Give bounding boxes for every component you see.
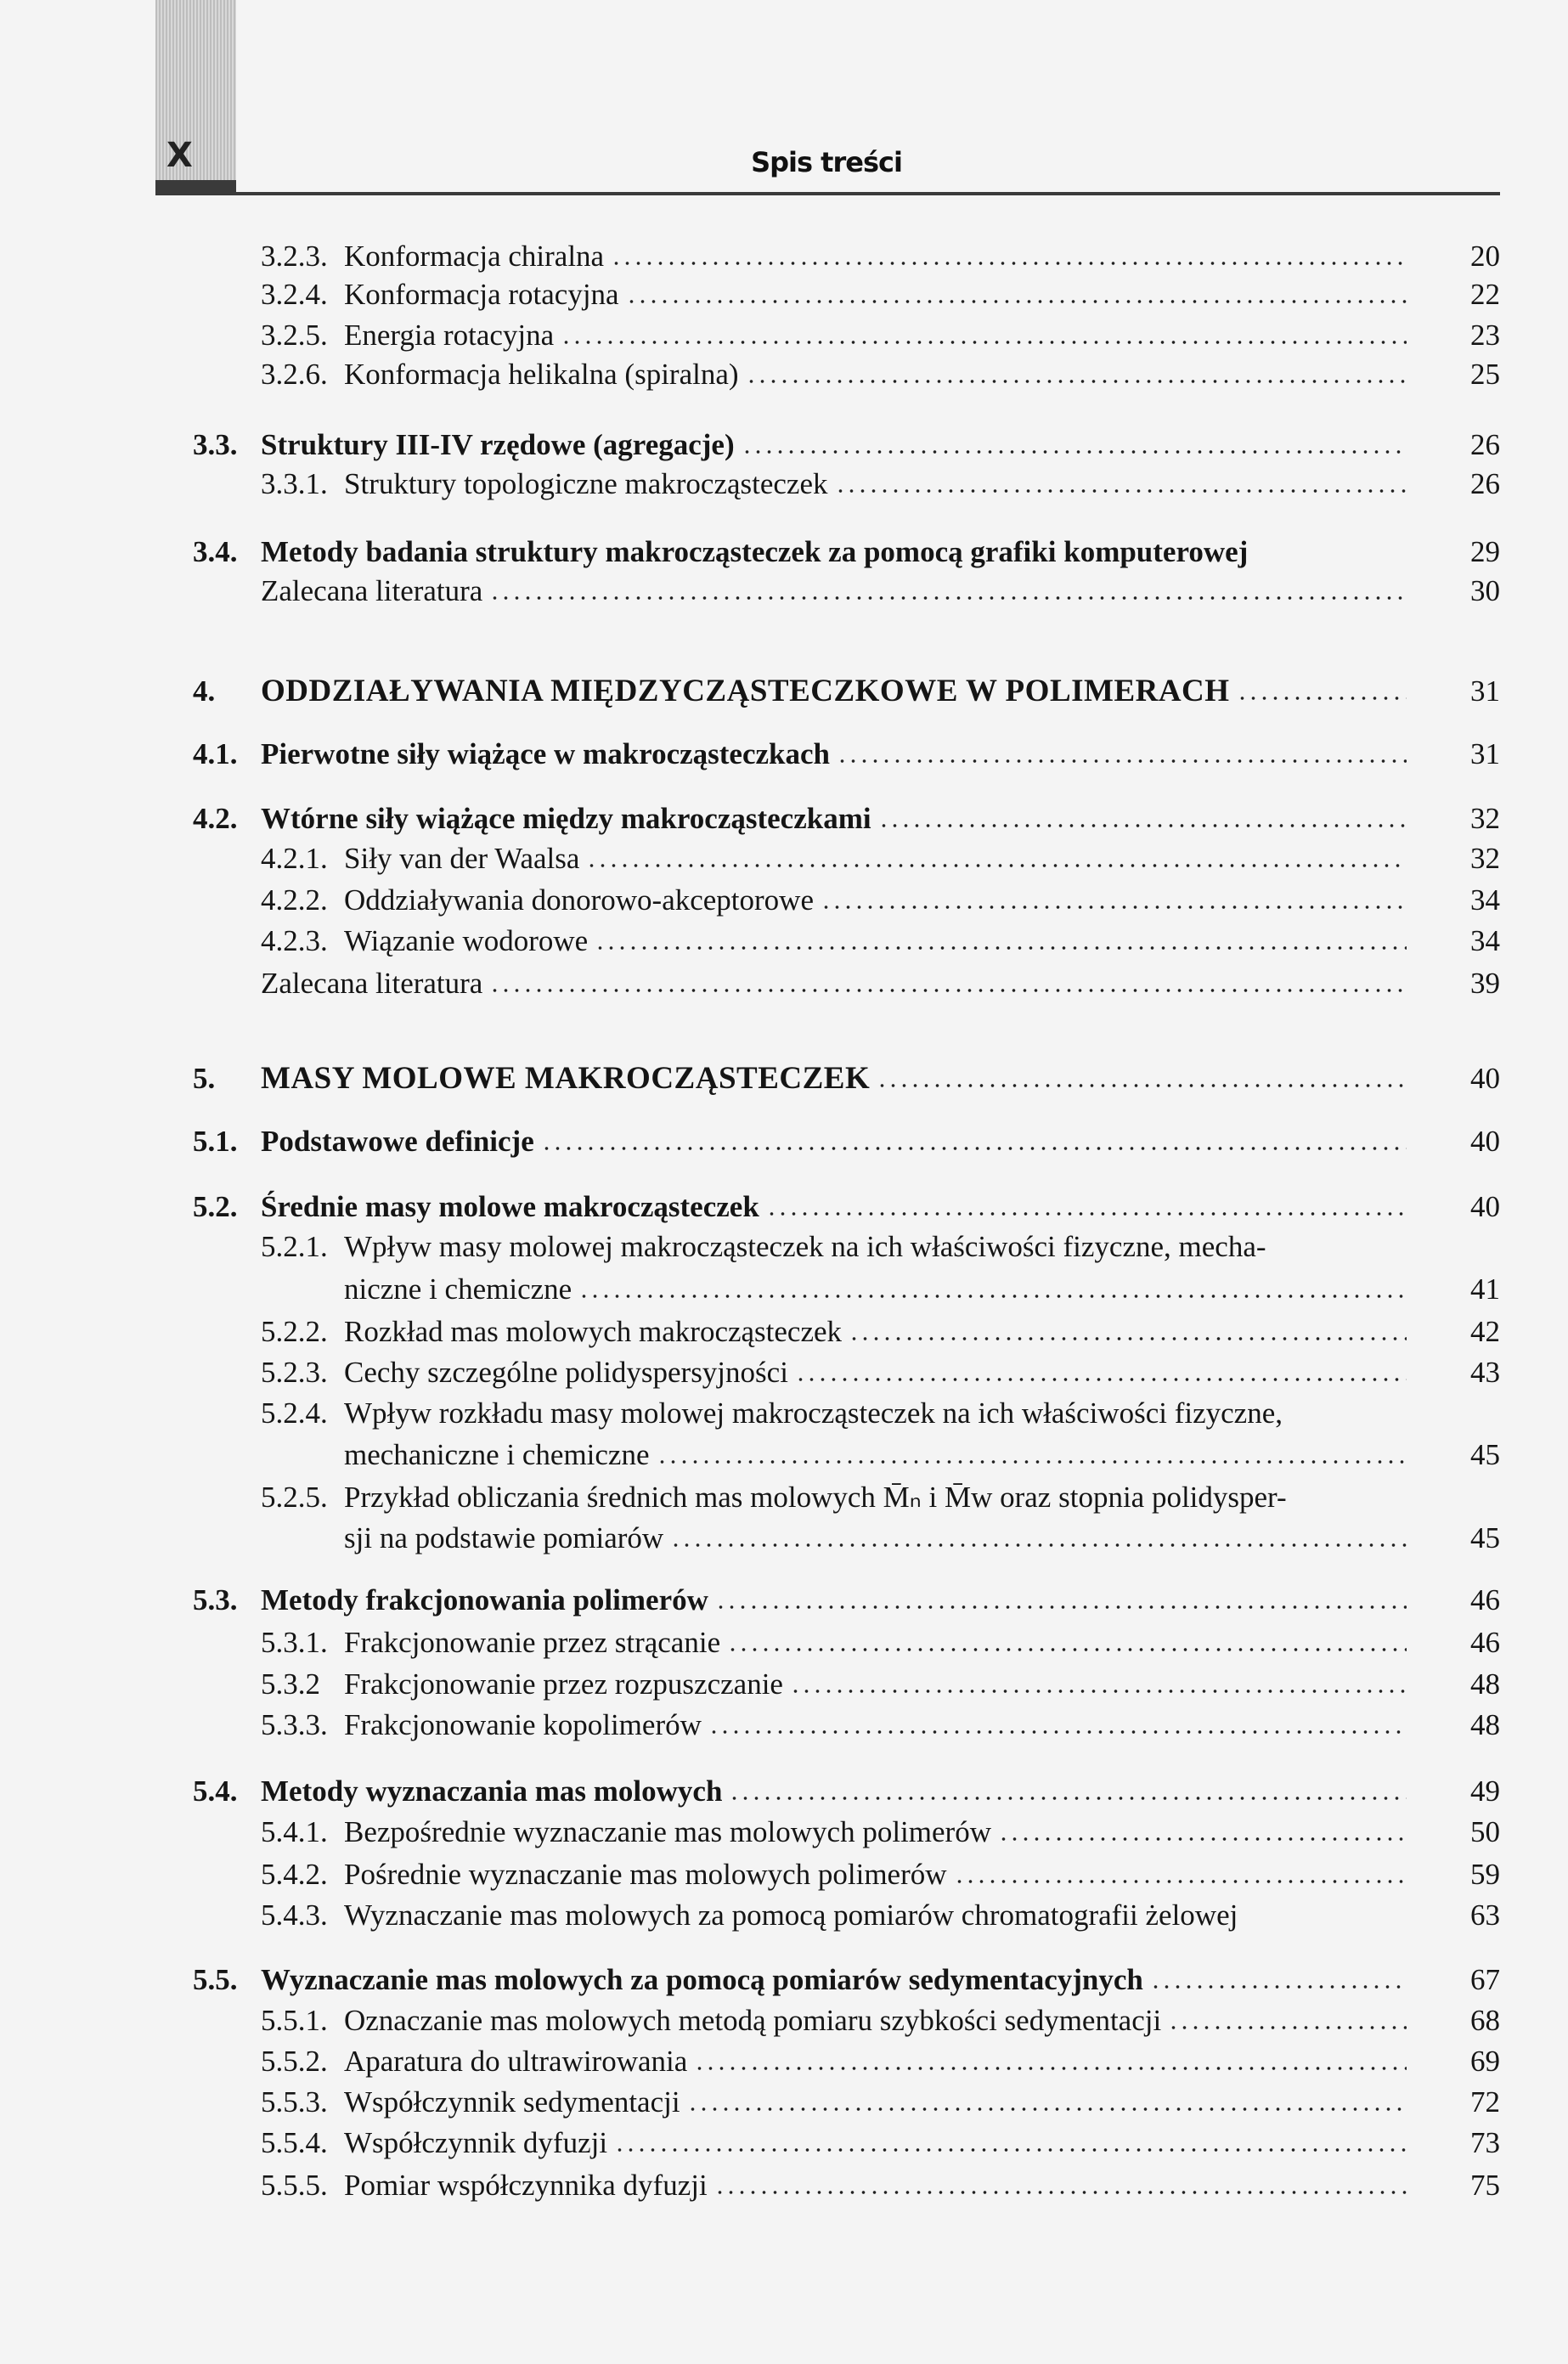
header-rule <box>155 192 1500 195</box>
entry-title: Zalecana literatura <box>261 574 483 607</box>
entry-title: Frakcjonowanie przez strącanie <box>344 1626 721 1659</box>
entry-page-number: 40 <box>1470 1190 1500 1223</box>
entry-page-number: 20 <box>1470 240 1500 273</box>
toc-entry <box>261 357 1500 404</box>
entry-title: Frakcjonowanie kopolimerów <box>344 1708 702 1741</box>
entry-title: Konformacja helikalna (spiralna) <box>344 358 739 391</box>
entry-number: 4. <box>193 674 216 708</box>
entry-title: Konformacja rotacyjna <box>344 278 619 311</box>
entry-page-number: 23 <box>1470 319 1500 352</box>
entry-number: 3.4. <box>193 535 238 568</box>
entry-page-number: 26 <box>1470 428 1500 461</box>
entry-title: Konformacja chiralna <box>344 240 605 273</box>
entry-page-number: 46 <box>1470 1626 1500 1659</box>
dot-leader <box>541 1146 1407 1151</box>
toc-entry <box>261 841 1500 889</box>
entry-title: Wtórne siły wiążące między makrocząsteczkami <box>261 802 871 835</box>
dot-leader <box>595 945 1407 951</box>
entry-number: 5.1. <box>193 1125 238 1158</box>
toc-entry <box>261 2125 1500 2173</box>
entry-number: 3.2.6. <box>261 358 328 391</box>
dot-leader <box>835 488 1407 494</box>
entry-page-number: 31 <box>1470 674 1500 708</box>
entry-title: Wyznaczanie mas molowych za pomocą pomiarów sedymentacyjnych <box>261 1963 1143 1996</box>
entry-title: Metody wyznaczania mas molowych <box>261 1774 723 1808</box>
toc-entry <box>193 1124 1500 1171</box>
entry-page-number: 75 <box>1470 2169 1500 2202</box>
entry-number: 4.1. <box>193 737 238 770</box>
entry-number: 3.3. <box>193 428 238 461</box>
entry-number: 5.3. <box>193 1583 238 1616</box>
entry-title: Cechy szczególne polidyspersyjności <box>344 1356 788 1389</box>
entry-number: 5.3.1. <box>261 1626 328 1659</box>
entry-number: 5.2.1. <box>261 1230 328 1263</box>
entry-page-number: 39 <box>1470 967 1500 1000</box>
toc-entry <box>261 1814 1500 1862</box>
dot-leader <box>742 449 1407 454</box>
entry-number: 5.5.1. <box>261 2004 328 2037</box>
entry-number: 4.2. <box>193 802 238 835</box>
entry-title: Aparatura do ultrawirowania <box>344 2045 688 2078</box>
entry-page-number: 43 <box>1470 1356 1500 1389</box>
entry-page-number: 31 <box>1470 737 1500 770</box>
entry-title: Zalecana literatura <box>261 967 483 1000</box>
entry-title: Siły van der Waalsa <box>344 842 580 875</box>
entry-number: 4.2.3. <box>261 924 328 957</box>
dot-leader <box>746 379 1407 384</box>
entry-page-number: 22 <box>1470 278 1500 311</box>
dot-leader <box>729 1796 1407 1801</box>
entry-title: Frakcjonowanie przez rozpuszczanie <box>344 1667 783 1701</box>
dot-leader <box>578 1294 1407 1299</box>
entry-page-number: 67 <box>1470 1963 1500 1996</box>
entry-page-number: 34 <box>1470 883 1500 917</box>
entry-title: MASY MOLOWE MAKROCZĄSTECZEK <box>261 1061 871 1096</box>
entry-page-number: 40 <box>1470 1125 1500 1158</box>
toc-entry <box>344 1437 1500 1485</box>
entry-number: 5.2.3. <box>261 1356 328 1389</box>
dot-leader <box>614 2147 1407 2152</box>
dot-leader <box>878 823 1407 828</box>
dot-leader <box>821 905 1407 910</box>
toc-entry <box>261 2168 1500 2215</box>
dot-leader <box>561 340 1407 345</box>
entry-title: Wiązanie wodorowe <box>344 924 589 957</box>
page-number: X <box>166 136 193 175</box>
entry-number: 5.2.5. <box>261 1481 328 1514</box>
entry-title: Metody frakcjonowania polimerów <box>261 1583 708 1616</box>
entry-title: sji na podstawie pomiarów <box>344 1521 664 1554</box>
entry-number: 3.2.3. <box>261 240 328 273</box>
entry-page-number: 26 <box>1470 467 1500 500</box>
toc-entry <box>193 534 1500 570</box>
entry-number: 4.2.2. <box>261 883 328 917</box>
entry-title: Współczynnik dyfuzji <box>344 2126 608 2159</box>
entry-number: 5.5.5. <box>261 2169 328 2202</box>
entry-page-number: 63 <box>1470 1899 1500 1932</box>
entry-page-number: 72 <box>1470 2085 1500 2119</box>
dot-leader <box>877 1083 1407 1088</box>
toc-entry <box>193 1583 1500 1630</box>
entry-page-number: 45 <box>1470 1438 1500 1471</box>
dot-leader <box>708 1729 1407 1735</box>
dot-leader <box>694 2066 1407 2071</box>
dot-leader <box>790 1689 1407 1694</box>
entry-number: 5.5.3. <box>261 2085 328 2119</box>
entry-page-number: 49 <box>1470 1774 1500 1808</box>
entry-title: Średnie masy molowe makrocząsteczek <box>261 1190 759 1223</box>
toc-entry <box>261 1707 1500 1755</box>
entry-title: Rozkład mas molowych makrocząsteczek <box>344 1315 843 1348</box>
entry-title: Pomiar współczynnika dyfuzji <box>344 2169 708 2202</box>
entry-number: 5.2.2. <box>261 1315 328 1348</box>
dot-leader <box>626 299 1407 304</box>
entry-page-number: 34 <box>1470 924 1500 957</box>
entry-number: 5.2. <box>193 1190 238 1223</box>
toc-entry <box>261 1625 1500 1673</box>
entry-number: 5.3.2 <box>261 1667 320 1701</box>
toc-entry <box>261 1480 1500 1515</box>
dot-leader <box>489 595 1407 601</box>
dot-leader <box>687 2107 1407 2112</box>
entry-page-number: 45 <box>1470 1521 1500 1554</box>
dot-leader <box>670 1543 1407 1548</box>
toc-entry <box>261 1396 1500 1431</box>
entry-title: Wyznaczanie mas molowych za pomocą pomiarów chromatografii żelowej <box>344 1899 1238 1932</box>
toc-entry <box>261 966 1500 1013</box>
dot-leader <box>489 988 1407 993</box>
entry-number: 5. <box>193 1062 216 1095</box>
entry-number: 3.3.1. <box>261 467 328 500</box>
entry-title: Metody badania struktury makrocząsteczek za pomocą grafiki komputerowej <box>261 535 1249 568</box>
entry-page-number: 69 <box>1470 2045 1500 2078</box>
entry-page-number: 30 <box>1470 574 1500 607</box>
dot-leader <box>795 1377 1407 1382</box>
dot-leader <box>1237 696 1407 701</box>
toc-entry <box>261 1229 1500 1265</box>
entry-title: Struktury III-IV rzędowe (agregacje) <box>261 428 735 461</box>
entry-title: Wpływ masy molowej makrocząsteczek na ich właściwości fizyczne, mecha- <box>344 1230 1266 1263</box>
dot-leader <box>1150 1984 1407 1989</box>
dot-leader <box>954 1879 1407 1884</box>
toc-entry <box>193 736 1500 784</box>
toc-entry <box>261 1898 1500 1933</box>
dot-leader <box>837 759 1407 764</box>
entry-title: Pośrednie wyznaczanie mas molowych polimerów <box>344 1858 947 1891</box>
entry-page-number: 68 <box>1470 2004 1500 2037</box>
toc-entry <box>261 573 1500 621</box>
entry-number: 3.2.4. <box>261 278 328 311</box>
entry-title: Bezpośrednie wyznaczanie mas molowych polimerów <box>344 1815 991 1848</box>
dot-leader <box>998 1836 1407 1842</box>
toc-entry <box>193 674 1500 721</box>
entry-number: 5.3.3. <box>261 1708 328 1741</box>
dot-leader <box>766 1211 1407 1216</box>
entry-title: Pierwotne siły wiążące w makrocząsteczkach <box>261 737 830 770</box>
entry-number: 5.4.3. <box>261 1899 328 1932</box>
entry-number: 5.5.2. <box>261 2045 328 2078</box>
toc-entry <box>344 1521 1500 1568</box>
entry-title: Współczynnik sedymentacji <box>344 2085 680 2119</box>
entry-title: Energia rotacyjna <box>344 319 555 352</box>
entry-page-number: 42 <box>1470 1315 1500 1348</box>
entry-page-number: 25 <box>1470 358 1500 391</box>
dot-leader <box>849 1336 1407 1341</box>
entry-title: Oddziaływania donorowo-akceptorowe <box>344 883 814 917</box>
entry-title: mechaniczne i chemiczne <box>344 1438 650 1471</box>
entry-title: niczne i chemiczne <box>344 1272 572 1306</box>
entry-page-number: 73 <box>1470 2126 1500 2159</box>
toc-entry <box>344 1272 1500 1319</box>
dot-leader <box>727 1647 1407 1652</box>
toc-entry <box>261 923 1500 971</box>
entry-number: 3.2.5. <box>261 319 328 352</box>
dot-leader <box>586 863 1407 868</box>
entry-page-number: 32 <box>1470 842 1500 875</box>
entry-page-number: 29 <box>1470 535 1500 568</box>
toc-entry <box>193 1061 1500 1109</box>
dot-leader <box>611 261 1407 266</box>
entry-page-number: 48 <box>1470 1667 1500 1701</box>
entry-number: 5.4. <box>193 1774 238 1808</box>
entry-number: 5.2.4. <box>261 1396 328 1430</box>
entry-number: 5.5.4. <box>261 2126 328 2159</box>
entry-number: 5.5. <box>193 1963 238 1996</box>
running-header-title: Spis treści <box>751 146 902 178</box>
entry-title: Przykład obliczania średnich mas molowych M̄ₙ i M̄w oraz stopnia polidysper- <box>344 1481 1287 1514</box>
entry-title: ODDZIAŁYWANIA MIĘDZYCZĄSTECZKOWE W POLIMERACH <box>261 674 1230 708</box>
dot-leader <box>657 1459 1407 1464</box>
dot-leader <box>714 2190 1407 2195</box>
entry-number: 5.4.2. <box>261 1858 328 1891</box>
toc-entry <box>261 466 1500 514</box>
entry-title: Struktury topologiczne makrocząsteczek <box>344 467 828 500</box>
entry-page-number: 59 <box>1470 1858 1500 1891</box>
entry-page-number: 46 <box>1470 1583 1500 1616</box>
dot-leader <box>1168 2025 1407 2030</box>
entry-page-number: 48 <box>1470 1708 1500 1741</box>
entry-number: 5.4.1. <box>261 1815 328 1848</box>
entry-title: Wpływ rozkładu masy molowej makrocząsteczek na ich właściwości fizyczne, <box>344 1396 1283 1430</box>
entry-title: Podstawowe definicje <box>261 1125 534 1158</box>
entry-number: 4.2.1. <box>261 842 328 875</box>
entry-title: Oznaczanie mas molowych metodą pomiaru szybkości sedymentacji <box>344 2004 1162 2037</box>
entry-page-number: 41 <box>1470 1272 1500 1306</box>
dot-leader <box>715 1605 1407 1610</box>
entry-page-number: 50 <box>1470 1815 1500 1848</box>
entry-page-number: 40 <box>1470 1062 1500 1095</box>
entry-page-number: 32 <box>1470 802 1500 835</box>
